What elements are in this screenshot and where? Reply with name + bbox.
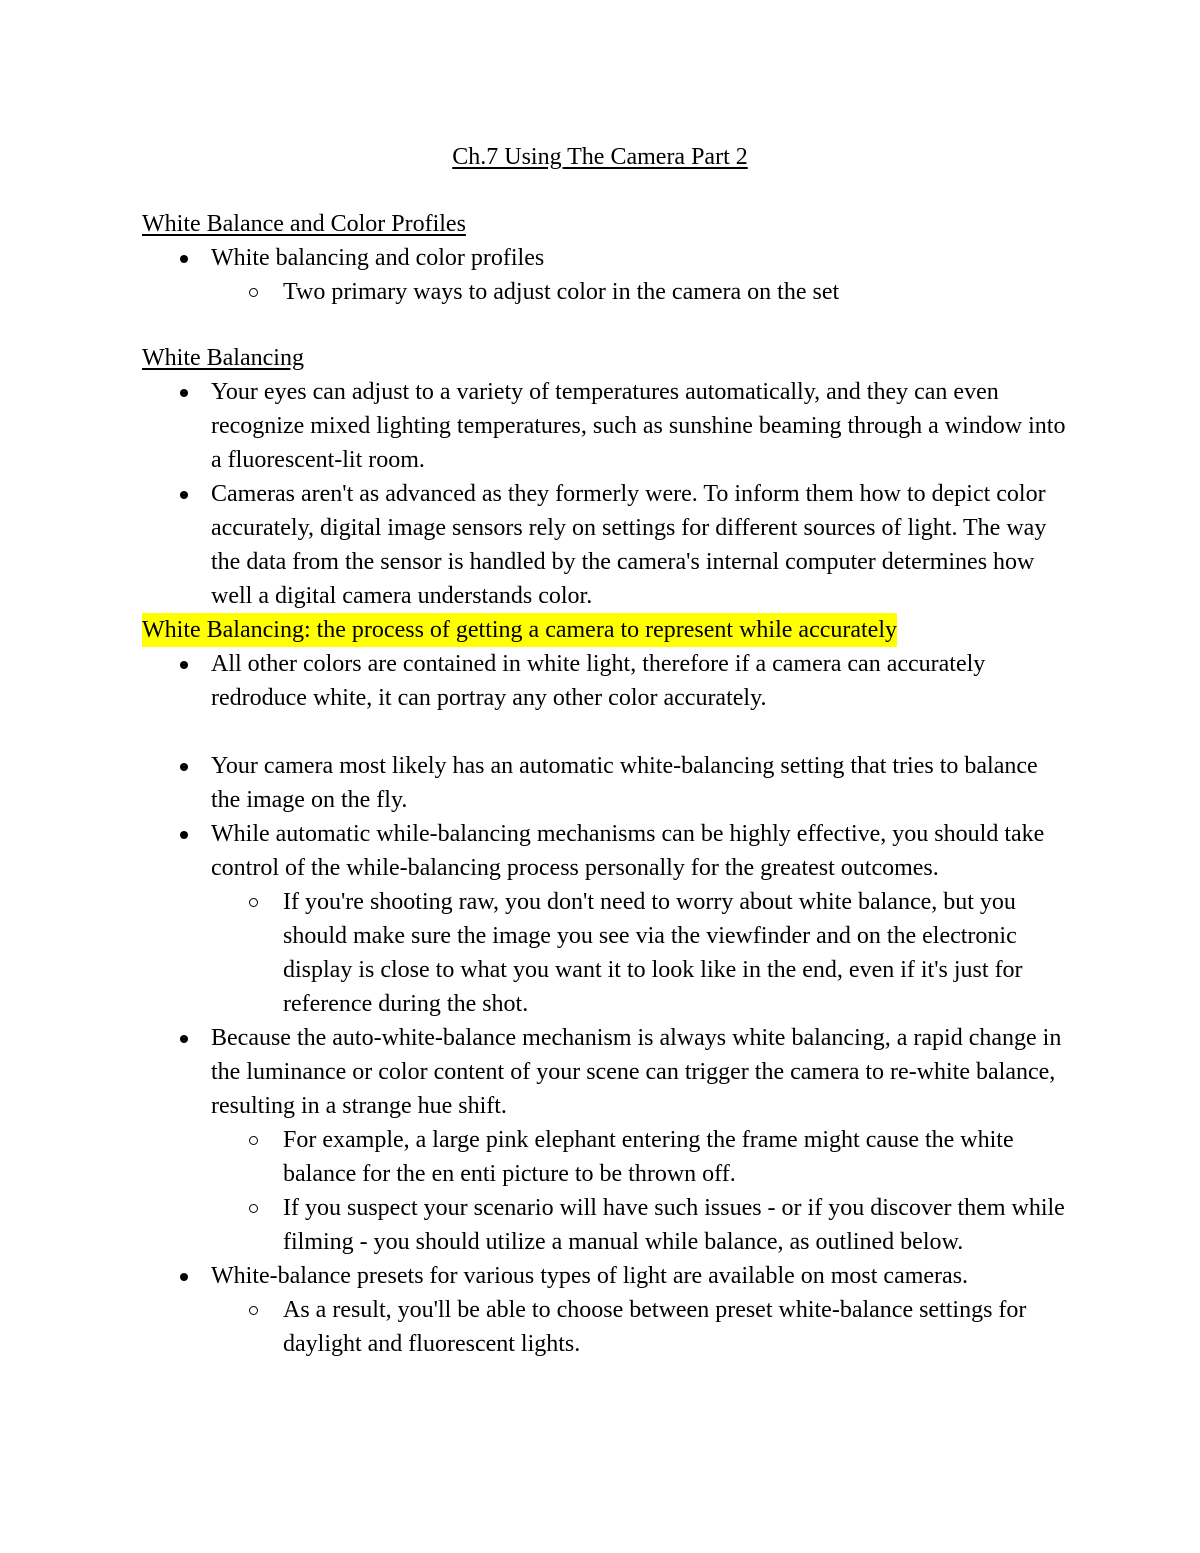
bullet-circle-icon bbox=[249, 885, 269, 919]
list-item bbox=[142, 749, 1072, 817]
bullet-dot-icon bbox=[180, 749, 200, 783]
list-item bbox=[142, 1259, 1072, 1361]
list-item-text: Cameras aren't as advanced as they formerly were. To inform them how to depict color accurately, digital image sensors rely on settings for different sources of light. The way the data from the sensor is handled by the camera's internal computer determines how well a digital camera understands color. bbox=[211, 481, 1047, 609]
bullet-dot-icon bbox=[180, 647, 200, 681]
bullet-dot-icon bbox=[180, 1259, 200, 1293]
sub-list-item bbox=[211, 275, 1072, 309]
bullet-dot-icon bbox=[180, 1021, 200, 1055]
bullet-list bbox=[142, 647, 1072, 715]
document-body bbox=[142, 207, 1072, 1361]
sub-bullet-list bbox=[211, 1293, 1072, 1361]
bullet-circle-icon bbox=[249, 1293, 269, 1327]
list-item-text: All other colors are contained in white light, therefore if a camera can accurately redroduce white, it can portray any other color accurately. bbox=[211, 651, 986, 711]
list-item-text: Because the auto-white-balance mechanism is always white balancing, a rapid change in the luminance or color content of your scene can trigger the camera to re-white balance, resulting in a strange hue shift. bbox=[211, 1025, 1062, 1119]
list-item bbox=[142, 817, 1072, 1021]
bullet-list bbox=[142, 375, 1072, 613]
list-item bbox=[142, 241, 1072, 309]
sub-list-item bbox=[211, 885, 1072, 1021]
document-title: Ch.7 Using The Camera Part 2 bbox=[452, 144, 748, 170]
list-item bbox=[142, 477, 1072, 613]
list-item bbox=[142, 375, 1072, 477]
bullet-dot-icon bbox=[180, 241, 200, 275]
bullet-circle-icon bbox=[249, 1123, 269, 1157]
list-item bbox=[142, 1021, 1072, 1259]
bullet-list bbox=[142, 241, 1072, 309]
bullet-circle-icon bbox=[249, 275, 269, 309]
bullet-dot-icon bbox=[180, 477, 200, 511]
bullet-circle-icon bbox=[249, 1191, 269, 1225]
definition-line bbox=[142, 613, 1072, 647]
list-item-text: White balancing and color profiles bbox=[211, 245, 545, 271]
sub-list-item-text: As a result, you'll be able to choose between preset white-balance settings for daylight and fluorescent lights. bbox=[283, 1297, 1027, 1357]
sub-list-item-text: For example, a large pink elephant entering the frame might cause the white balance for the en enti picture to be thrown off. bbox=[283, 1127, 1014, 1187]
sub-list-item bbox=[211, 1293, 1072, 1361]
sub-list-item-text: If you're shooting raw, you don't need to worry about white balance, but you should make sure the image you see via the viewfinder and on the electronic display is close to what you want it to look like in the end, even if it's just for reference during the shot. bbox=[283, 889, 1023, 1017]
bullet-dot-icon bbox=[180, 817, 200, 851]
bullet-list bbox=[142, 749, 1072, 1361]
section-heading-white-balance-color-profiles: White Balance and Color Profiles bbox=[142, 211, 466, 237]
sub-list-item bbox=[211, 1191, 1072, 1259]
bullet-dot-icon bbox=[180, 375, 200, 409]
highlighted-definition: White Balancing: the process of getting a camera to represent while accurately bbox=[142, 613, 897, 647]
section-heading-white-balancing: White Balancing bbox=[142, 345, 304, 371]
sub-list-item bbox=[211, 1123, 1072, 1191]
list-item-text: While automatic while-balancing mechanisms can be highly effective, you should take control of the while-balancing process personally for the greatest outcomes. bbox=[211, 821, 1045, 881]
sub-bullet-list bbox=[211, 1123, 1072, 1259]
list-item-text: Your camera most likely has an automatic white-balancing setting that tries to balance the image on the fly. bbox=[211, 753, 1038, 813]
list-item bbox=[142, 647, 1072, 715]
sub-list-item-text: If you suspect your scenario will have such issues - or if you discover them while filming - you should utilize a manual while balance, as outlined below. bbox=[283, 1195, 1065, 1255]
sub-list-item-text: Two primary ways to adjust color in the camera on the set bbox=[283, 279, 840, 305]
list-item-text: Your eyes can adjust to a variety of temperatures automatically, and they can even recognize mixed lighting temperatures, such as sunshine beaming through a window into a fluorescent-lit room. bbox=[211, 379, 1066, 473]
list-item-text: White-balance presets for various types of light are available on most cameras. bbox=[211, 1263, 969, 1289]
sub-bullet-list bbox=[211, 275, 1072, 309]
sub-bullet-list bbox=[211, 885, 1072, 1021]
